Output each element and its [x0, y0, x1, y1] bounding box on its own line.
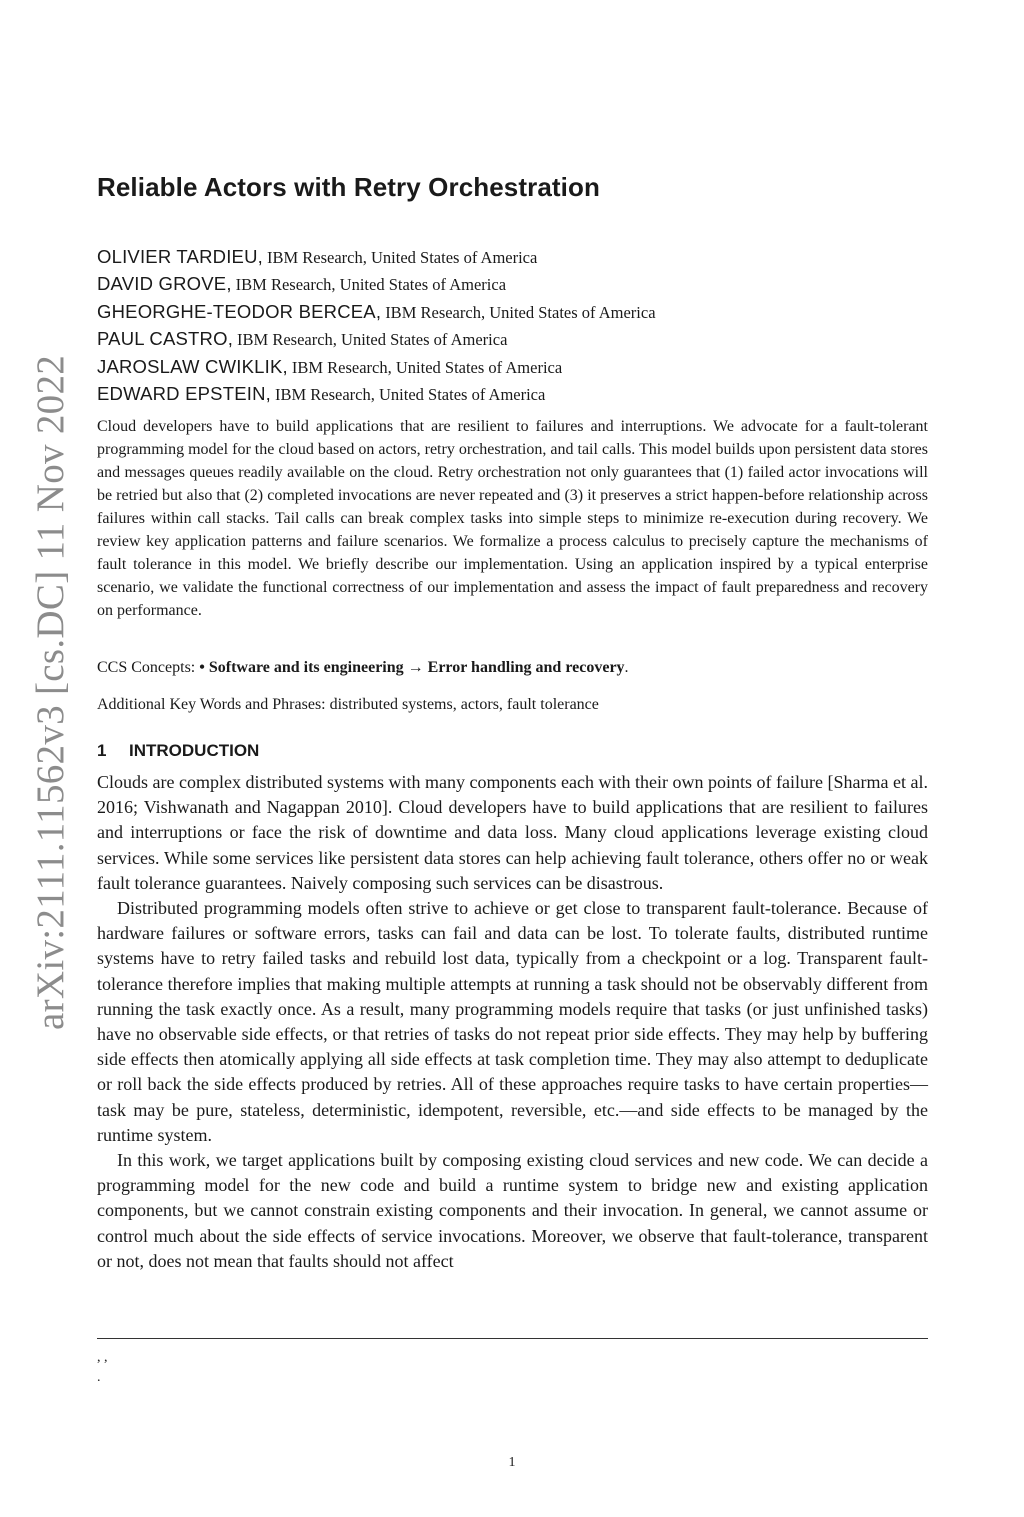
author-entry: [97, 298, 928, 325]
author-entry: [97, 243, 928, 270]
page-number: 1: [508, 1455, 516, 1470]
author-affiliation: IBM Research, United States of America: [291, 357, 563, 377]
section-title: INTRODUCTION: [129, 741, 260, 760]
author-name: PAUL CASTRO,: [97, 328, 234, 350]
author-entry: [97, 270, 928, 297]
footnote: , ,: [97, 1350, 108, 1365]
footnote-divider: [97, 1338, 928, 1339]
author-name: EDWARD EPSTEIN,: [97, 382, 271, 404]
author-name: JAROSLAW CWIKLIK,: [97, 355, 288, 377]
author-name: DAVID GROVE,: [97, 273, 232, 295]
author-list: [97, 243, 928, 407]
paragraph: In this work, we target applications built by composing existing cloud services and new code. We can decide a programming model for the new code and build a runtime system to bridge new and existing application components, but we cannot constrain existing components and their invocation. In general, we cannot assume or control much about the side effects of service invocations. Moreover, we observe that fault-tolerance, transparent or not, does not mean that faults should not affect: [97, 1150, 928, 1271]
paper-title: Reliable Actors with Retry Orchestration: [97, 172, 600, 202]
keywords: Additional Key Words and Phrases: distributed systems, actors, fault tolerance: [97, 696, 599, 713]
ccs-concept: • Software and its engineering → Error handling and recovery: [199, 659, 625, 676]
author-entry: [97, 380, 928, 407]
section-heading: [97, 741, 928, 761]
ccs-concepts: [97, 656, 928, 680]
author-name: GHEORGHE-TEODOR BERCEA,: [97, 300, 382, 322]
abstract: Cloud developers have to build applications that are resilient to failures and interruptions. We advocate for a fault-tolerant programming model for the cloud based on actors, retry orchestration, and tail calls. This model builds upon persistent data stores and messages queues readily available on the cloud. Retry orchestration not only guarantees that (1) failed actor invocations will be retried but also that (2) completed invocations are never repeated and (3) it preserves a strict happen-before relationship across failures within call stacks. Tail calls can break complex tasks into simple steps to minimize re-execution during recovery. We review key application patterns and failure scenarios. We formalize a process calculus to precisely capture the mechanisms of fault tolerance in this model. We briefly describe our implementation. Using an application inspired by a typical enterprise scenario, we validate the functional correctness of our implementation and assess the impact of fault preparedness and recovery on performance.: [97, 418, 928, 619]
paragraph: Distributed programming models often strive to achieve or get close to transparent fault-tolerance. Because of hardware failures or software errors, tasks can fail and data can be lost. To tolerate faults, distributed runtime systems have to retry failed tasks and rebuild lost data, typically from a checkpoint or a log. Transparent fault-tolerance therefore implies that making multiple attempts at running a task should not be observably different from running the task exactly once. As a result, many programming models require that tasks (or just unfinished tasks) have no observable side effects, or that retries of tasks do not repeat prior side effects. They may help by buffering side effects then atomically applying all side effects at task completion time. They may also attempt to deduplicate or roll back the side effects produced by retries. All of these approaches require tasks to have certain properties—task may be pure, stateless, deterministic, idempotent, reversible, etc.—and side effects to be managed by the runtime system.: [97, 898, 928, 1145]
author-affiliation: IBM Research, United States of America: [266, 248, 538, 267]
author-affiliation: IBM Research, United States of America: [385, 302, 656, 322]
author-entry: [97, 353, 928, 380]
ccs-label: CCS Concepts:: [97, 659, 200, 676]
footnote: .: [97, 1370, 101, 1385]
arxiv-stamp: arXiv:2111.11562v3 [cs.DC] 11 Nov 2022: [29, 354, 72, 1030]
author-affiliation: IBM Research, United States of America: [274, 384, 546, 404]
author-name: OLIVIER TARDIEU,: [97, 246, 263, 267]
body-text: [97, 770, 928, 1274]
paragraph: Clouds are complex distributed systems with many components each with their own points of failure [Sharma et al. 2016; Vishwanath and Nagappan 2010]. Cloud developers have to build applications that are resilient to failures and interruptions or face the risk of downtime and data loss. Many cloud applications leverage existing cloud services. While some services like persistent data stores can help achieving fault tolerance, others offer no or weak fault tolerance guarantees. Naively composing such services can be disastrous.: [97, 772, 928, 893]
section-number: 1: [97, 741, 107, 760]
author-affiliation: IBM Research, United States of America: [237, 330, 508, 350]
ccs-end: .: [624, 659, 629, 676]
author-affiliation: IBM Research, United States of America: [235, 275, 507, 295]
author-entry: [97, 325, 928, 352]
